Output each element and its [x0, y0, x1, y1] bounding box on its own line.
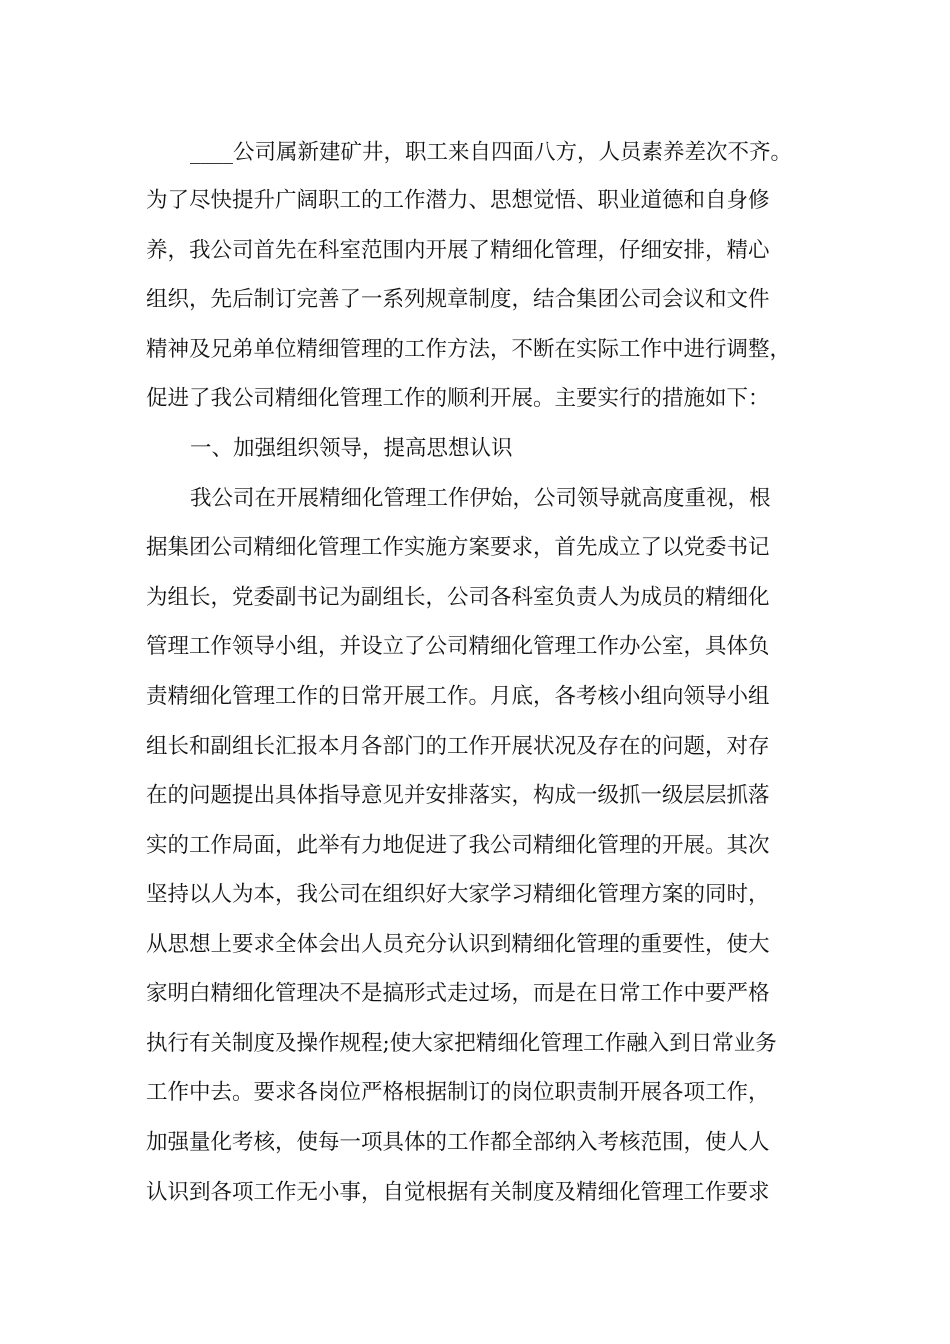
paragraph-line: 精神及兄弟单位精细管理的工作方法，不断在实际工作中进行调整， [146, 337, 792, 362]
paragraph-line: 管理工作领导小组，并设立了公司精细化管理工作办公室，具体负 [146, 634, 770, 659]
paragraph-line: 据集团公司精细化管理工作实施方案要求，首先成立了以党委书记 [146, 535, 770, 560]
section-heading: 一、加强组织领导，提高思想认识 [190, 436, 513, 461]
paragraph-line: 加强量化考核，使每一项具体的工作都全部纳入考核范围，使人人 [146, 1130, 770, 1155]
paragraph-line: ____公司属新建矿井，职工来自四面八方，人员素养差次不齐。 [190, 140, 793, 165]
paragraph-line: 执行有关制度及操作规程;使大家把精细化管理工作融入到日常业务 [146, 1031, 777, 1056]
paragraph-line: 我公司在开展精细化管理工作伊始，公司领导就高度重视，根 [190, 486, 771, 511]
paragraph-line: 工作中去。要求各岗位严格根据制订的岗位职责制开展各项工作， [146, 1080, 770, 1105]
paragraph-line: 组织，先后制订完善了一系列规章制度，结合集团公司会议和文件 [146, 287, 770, 312]
paragraph-line: 促进了我公司精细化管理工作的顺利开展。主要实行的措施如下： [146, 386, 770, 411]
paragraph-line: 养，我公司首先在科室范围内开展了精细化管理，仔细安排，精心 [146, 238, 770, 263]
paragraph-line: 实的工作局面，此举有力地促进了我公司精细化管理的开展。其次 [146, 833, 770, 858]
paragraph-line: 为组长，党委副书记为副组长，公司各科室负责人为成员的精细化 [146, 585, 770, 610]
paragraph-line: 认识到各项工作无小事，自觉根据有关制度及精细化管理工作要求 [146, 1180, 770, 1205]
paragraph-line: 家明白精细化管理决不是搞形式走过场，而是在日常工作中要严格 [146, 981, 770, 1006]
paragraph-line: 组长和副组长汇报本月各部门的工作开展状况及存在的问题，对存 [146, 734, 770, 759]
paragraph-line: 责精细化管理工作的日常开展工作。月底，各考核小组向领导小组 [146, 684, 770, 709]
paragraph-line: 坚持以人为本，我公司在组织好大家学习精细化管理方案的同时， [146, 882, 770, 907]
paragraph-line: 为了尽快提升广阔职工的工作潜力、思想觉悟、职业道德和自身修 [146, 188, 770, 213]
paragraph-line: 在的问题提出具体指导意见并安排落实，构成一级抓一级层层抓落 [146, 783, 770, 808]
paragraph-line: 从思想上要求全体会出人员充分认识到精细化管理的重要性，使大 [146, 932, 770, 957]
